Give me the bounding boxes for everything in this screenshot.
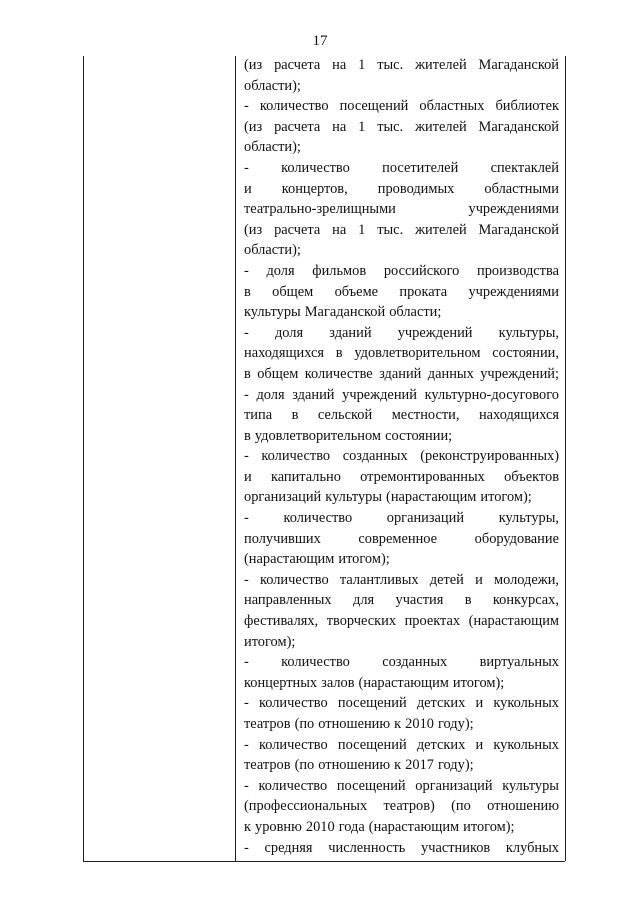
- text-line: [244, 755, 559, 776]
- word: -: [244, 324, 249, 341]
- word: капитально: [270, 468, 341, 485]
- text-line: [244, 323, 559, 344]
- word: жителей: [415, 221, 467, 238]
- text-line: [244, 735, 559, 756]
- word: культуры,: [498, 510, 559, 527]
- word: культурно-досугового: [424, 386, 559, 403]
- word: (по: [294, 757, 315, 774]
- word: численность: [328, 839, 406, 856]
- text-line: [244, 426, 559, 447]
- word: созданных: [382, 654, 448, 671]
- text-line: [244, 405, 559, 426]
- text-line: [244, 714, 559, 735]
- word: тыс.: [377, 221, 404, 238]
- word: удовлетворительном: [254, 427, 382, 444]
- text-line: [244, 158, 559, 179]
- word: театрально-зрелищными: [244, 201, 396, 218]
- word: (из: [244, 57, 263, 73]
- word: зданий: [379, 365, 422, 382]
- word: количество: [258, 736, 328, 753]
- word: областными: [484, 180, 559, 197]
- word: итогом);: [452, 674, 505, 691]
- word: в: [335, 345, 343, 362]
- word: (нарастающим: [386, 489, 477, 506]
- word: отношению: [318, 716, 391, 732]
- word: 2017: [405, 757, 434, 774]
- word: итогом);: [480, 489, 532, 506]
- word: виртуальных: [479, 654, 559, 671]
- word: доля: [266, 262, 295, 279]
- word: фильмов: [312, 262, 367, 279]
- text-line: [244, 467, 559, 488]
- text-line: [244, 137, 559, 158]
- word: концертных: [244, 674, 318, 691]
- word: оборудование: [474, 530, 559, 547]
- text-line: [244, 385, 559, 406]
- text-line: [244, 343, 559, 364]
- word: проката: [399, 283, 448, 300]
- word: удовлетворительном: [354, 345, 481, 362]
- word: году);: [437, 716, 474, 732]
- word: области);: [244, 139, 301, 156]
- word: театров: [244, 716, 291, 732]
- text-line: [244, 302, 559, 323]
- word: количество: [281, 159, 350, 176]
- word: средняя: [264, 839, 313, 856]
- text-line: [244, 261, 559, 282]
- word: зданий: [292, 386, 335, 403]
- text-line: [244, 652, 559, 673]
- word: -: [244, 448, 249, 465]
- word: организаций: [415, 777, 493, 794]
- word: (нарастающим: [358, 674, 449, 691]
- word: -: [244, 839, 249, 856]
- word: учреждений;: [480, 365, 559, 382]
- word: российского: [383, 262, 460, 279]
- word: общем: [257, 365, 299, 382]
- page-number: 17: [312, 33, 328, 49]
- word: количество: [259, 571, 329, 588]
- word: театров): [383, 798, 435, 815]
- word: учреждениями: [468, 201, 559, 218]
- word: 1: [358, 118, 366, 135]
- word: доля: [274, 324, 304, 341]
- word: итогом);: [463, 818, 515, 835]
- word: учреждений: [342, 386, 417, 403]
- text-line: [244, 570, 559, 591]
- word: (нарастающим: [368, 818, 460, 835]
- word: -: [244, 695, 249, 712]
- text-line: [244, 76, 559, 97]
- word: направленных: [244, 592, 332, 609]
- word: (нарастающим: [468, 613, 559, 630]
- word: -: [244, 736, 249, 753]
- word: на: [332, 118, 347, 135]
- text-line: [244, 673, 559, 694]
- word: культуры: [244, 304, 301, 321]
- word: сельской: [317, 407, 373, 424]
- text-line: [244, 446, 559, 467]
- word: 1: [358, 221, 366, 238]
- word: жителей: [415, 118, 467, 135]
- text-line: [244, 838, 559, 859]
- word: 2010: [305, 818, 335, 835]
- word: тыс.: [377, 118, 404, 135]
- word: отношению: [318, 757, 391, 774]
- table-bottom-border: [83, 861, 565, 862]
- text-line: [244, 590, 559, 611]
- word: на: [332, 57, 347, 73]
- indicators-table: [83, 56, 566, 861]
- word: году);: [437, 757, 474, 774]
- word: детей: [429, 571, 464, 588]
- word: культуры,: [498, 324, 559, 341]
- word: проектах: [404, 613, 461, 630]
- word: расчета: [274, 57, 321, 73]
- word: кукольных: [493, 736, 559, 753]
- word: учреждениями: [468, 283, 559, 300]
- word: Магаданской: [304, 304, 386, 321]
- word: состоянии;: [385, 427, 453, 444]
- word: доля: [256, 386, 285, 403]
- word: количество: [258, 777, 328, 794]
- word: состоянии,: [492, 345, 559, 362]
- word: клубных: [505, 839, 559, 856]
- word: -: [244, 777, 249, 794]
- word: (из: [244, 221, 263, 238]
- word: количестве: [304, 365, 373, 382]
- word: театров: [244, 757, 291, 774]
- text-line: [244, 96, 559, 117]
- word: -: [244, 98, 249, 115]
- indicators-list: [244, 55, 559, 858]
- word: к: [394, 716, 402, 732]
- word: области;: [389, 304, 442, 321]
- word: количество: [283, 510, 353, 527]
- word: жителей: [415, 57, 467, 73]
- word: зданий: [329, 324, 372, 341]
- word: посетителей: [382, 159, 459, 176]
- word: -: [244, 159, 249, 176]
- text-line: [244, 487, 559, 508]
- word: производства: [477, 262, 559, 279]
- text-line: [244, 117, 559, 138]
- text-line: [244, 220, 559, 241]
- word: (по: [294, 716, 315, 732]
- word: к: [244, 818, 251, 835]
- word: конкурсах,: [492, 592, 559, 609]
- word: спектаклей: [490, 159, 559, 176]
- text-line: [244, 693, 559, 714]
- text-line: [244, 776, 559, 797]
- word: отношению: [487, 798, 559, 815]
- word: участия: [395, 592, 444, 609]
- word: областных: [419, 98, 485, 115]
- text-line: [244, 240, 559, 261]
- word: посещений: [336, 777, 406, 794]
- word: посещений: [339, 98, 409, 115]
- word: -: [244, 262, 249, 279]
- word: получивших: [244, 530, 321, 547]
- word: залов: [321, 674, 355, 691]
- word: посещений: [337, 695, 407, 712]
- word: организаций: [244, 489, 322, 506]
- word: культуры: [502, 777, 559, 794]
- word: в: [244, 283, 251, 300]
- word: и: [475, 571, 483, 588]
- word: количество: [281, 654, 350, 671]
- word: библиотек: [495, 98, 559, 115]
- word: в: [291, 407, 299, 424]
- word: учреждений: [397, 324, 473, 341]
- word: уровню: [255, 818, 302, 835]
- word: -: [244, 386, 249, 403]
- word: и: [244, 468, 252, 485]
- word: посещений: [337, 736, 407, 753]
- word: талантливых: [339, 571, 419, 588]
- word: (из: [244, 118, 263, 135]
- text-line: [244, 55, 559, 76]
- word: тыс.: [377, 57, 404, 73]
- word: количество: [259, 98, 329, 115]
- word: количество: [261, 448, 331, 465]
- word: Магаданской: [478, 118, 559, 135]
- word: современное: [358, 530, 438, 547]
- word: -: [244, 571, 249, 588]
- text-line: [244, 508, 559, 529]
- word: к: [394, 757, 402, 774]
- word: года: [338, 818, 365, 835]
- word: области);: [244, 242, 301, 259]
- word: отремонтированных: [360, 468, 485, 485]
- word: области);: [244, 77, 301, 94]
- word: Магаданской: [478, 57, 559, 73]
- word: -: [244, 654, 249, 671]
- word: молодежи,: [493, 571, 559, 588]
- word: в: [244, 365, 251, 382]
- word: общем: [272, 283, 314, 300]
- word: (нарастающим: [244, 551, 335, 568]
- word: расчета: [274, 221, 321, 238]
- column-divider: [235, 56, 236, 861]
- word: детских: [416, 736, 466, 753]
- word: данных: [427, 365, 474, 382]
- word: местности,: [391, 407, 460, 424]
- text-line: [244, 796, 559, 817]
- word: культуры: [325, 489, 383, 506]
- word: и: [475, 695, 484, 712]
- word: созданных: [342, 448, 408, 465]
- word: фестивалях,: [244, 613, 319, 630]
- text-line: [244, 549, 559, 570]
- word: 2010: [405, 716, 434, 732]
- word: объеме: [334, 283, 379, 300]
- word: типа: [244, 407, 273, 424]
- text-line: [244, 817, 559, 838]
- word: творческих: [326, 613, 397, 630]
- word: итогом);: [244, 633, 296, 650]
- word: Магаданской: [478, 221, 559, 238]
- word: концертов,: [281, 180, 348, 197]
- text-line: [244, 179, 559, 200]
- word: (реконструированных): [420, 448, 559, 465]
- word: (профессиональных: [244, 798, 368, 815]
- word: и: [475, 736, 484, 753]
- word: -: [244, 510, 249, 527]
- text-line: [244, 282, 559, 303]
- word: кукольных: [493, 695, 559, 712]
- text-line: [244, 611, 559, 632]
- word: детских: [416, 695, 466, 712]
- word: количество: [258, 695, 328, 712]
- word: на: [332, 221, 347, 238]
- text-line: [244, 632, 559, 653]
- word: (по: [451, 798, 471, 815]
- word: расчета: [274, 118, 321, 135]
- word: участников: [421, 839, 491, 856]
- word: находящихся: [244, 345, 325, 362]
- word: в: [244, 427, 251, 444]
- word: организаций: [386, 510, 465, 527]
- text-line: [244, 364, 559, 385]
- text-line: [244, 199, 559, 220]
- word: проводимых: [377, 180, 455, 197]
- word: и: [244, 180, 252, 197]
- word: находящихся: [478, 407, 559, 424]
- word: объектов: [504, 468, 559, 485]
- word: для: [353, 592, 375, 609]
- text-line: [244, 529, 559, 550]
- word: в: [464, 592, 472, 609]
- word: 1: [358, 57, 366, 73]
- word: итогом);: [338, 551, 390, 568]
